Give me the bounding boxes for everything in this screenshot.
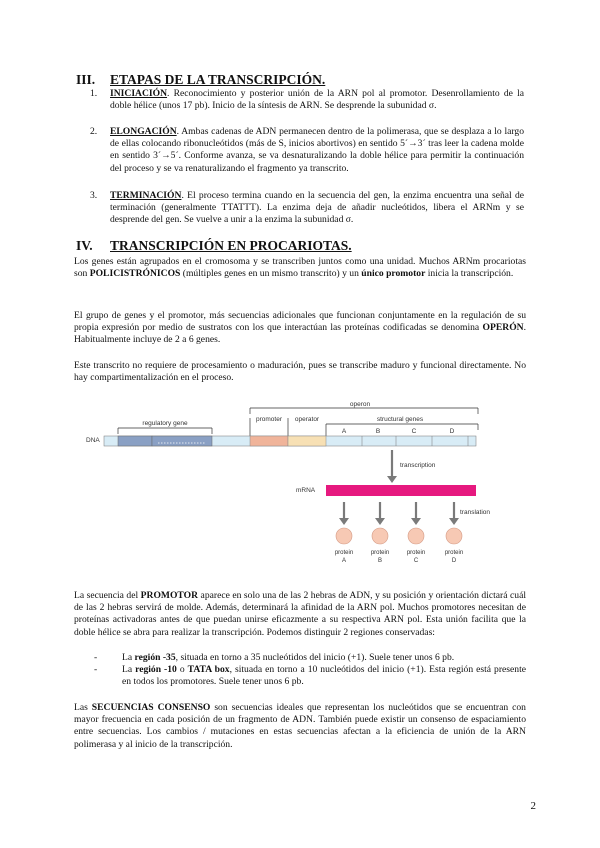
list-item <box>90 88 524 112</box>
regulatory-segment-2 <box>152 436 212 446</box>
term-operon: OPERÓN <box>482 322 524 334</box>
protein-c-label: protein <box>406 550 426 556</box>
mrna-bar <box>326 485 476 496</box>
transcription-arrowhead <box>387 476 397 483</box>
gene-d-label: D <box>449 428 455 435</box>
term-iniciacion: INICIACIÓN <box>110 88 168 99</box>
term-promotor: PROMOTOR <box>140 590 199 601</box>
section-3-heading <box>76 72 325 88</box>
operator-segment <box>288 436 326 446</box>
list-number: 3. <box>90 190 98 201</box>
section-4-number: IV. <box>76 238 93 253</box>
text: La <box>122 664 136 675</box>
term-unico-promotor: único promotor <box>361 268 426 280</box>
text: Las <box>74 702 92 713</box>
protein-b-letter: B <box>377 558 383 564</box>
section-3-title: ETAPAS DE LA TRANSCRIPCIÓN. <box>110 72 326 87</box>
bullet-dash: - <box>94 652 98 663</box>
protein-c-letter: C <box>413 558 419 564</box>
translation-label: translation <box>460 509 490 516</box>
text: son secuencias ideales que representan los nucleótidos que se encuentran con mayor frecuencia en cada posición de un fragmento de ADN. También puede existir un consenso de espaciamiento entre secuencias. Los cambios / mutaciones en estas secuencias afectan a la eficiencia de unión de la ARN polimerasa y al inicio de la transcripción. <box>74 702 526 750</box>
term-policistronicos: POLICISTRÓNICOS <box>89 268 181 280</box>
gene-b-label: B <box>375 428 381 435</box>
term-region-35: región -35 <box>134 652 176 663</box>
list-text: . El proceso termina cuando en la secuencia del gen, la enzima encuentra una señal de terminación (generalmente TTATTT). La enzima deja de añadir nucleótidos, libera el ARNm y se desprende del gen. Se vuelve a unir a la enzima la subunidad σ. <box>110 190 524 226</box>
text: , situada en torno a 35 nucleótidos del inicio (+1). Suele tener unos 6 pb. <box>175 652 455 663</box>
text: o <box>176 664 188 675</box>
paragraph-consenso <box>74 702 526 751</box>
paragraph-operon <box>74 310 526 347</box>
text: Los genes están agrupados en el cromosoma y se transcriben juntos como una unidad. Muchos ARNm procariotas son <box>74 256 526 280</box>
transcription-label: transcription <box>400 462 436 469</box>
protein-b <box>372 528 388 544</box>
section-4-title: TRANSCRIPCIÓN EN PROCARIOTAS. <box>110 238 352 253</box>
term-elongacion: ELONGACIÓN <box>110 126 177 137</box>
protein-d-label: protein <box>444 550 464 556</box>
translation-arrows <box>339 502 459 525</box>
list-item <box>90 190 524 227</box>
paragraph-promotor <box>74 590 526 639</box>
protein-d <box>446 528 462 544</box>
list-number: 1. <box>90 88 98 99</box>
term-terminacion: TERMINACIÓN <box>110 190 182 201</box>
text: (múltiples genes en un mismo transcrito) y un <box>180 268 362 280</box>
list-text: . Ambas cadenas de ADN permanecen dentro de la polimerasa, que se desplaza a lo largo de ellas colocando ribonucleótidos (más de S, inicios abortivos) en sentido 5´→3´ tras leer la cadena molde en sentido 3´→5´. Conforme avanza, se va desnaturalizando la doble hélice para permitir la continuación del proceso y se va renaturalizando el fragmento ya transcrito. <box>110 126 524 174</box>
text: La secuencia del <box>74 590 141 601</box>
protein-a-label: protein <box>334 550 354 556</box>
term-secuencias-consenso: SECUENCIAS CONSENSO <box>91 702 211 713</box>
structural-genes-label: structural genes <box>376 416 424 423</box>
text: La <box>122 652 135 663</box>
text: . Habitualmente incluye de 2 a 6 genes. <box>74 322 526 346</box>
dna-label: DNA <box>86 437 100 444</box>
list-text: . Reconocimiento y posterior unión de la ARN pol al promotor. Desenrollamiento de la doble hélice (unos 17 pb). Inicio de la síntesis de ARN. Se desprende la subunidad σ. <box>110 88 524 112</box>
text: aparece en solo una de las 2 hebras de ADN, y su posición y orientación dictará cuál de las 2 hebras servirá de molde. Además, determinará la afinidad de la ARN pol. Muchos promotores necesitan de proteínas activadoras antes de que puedan unirse eficazmente a su respectiva ARN pol. Esta unión facilita que la doble hélice se abra para realizar la transcripción. Podemos distinguir 2 regiones conservadas: <box>74 590 526 638</box>
regulatory-gene-label: regulatory gene <box>142 420 188 427</box>
paragraph-policistronicos <box>74 256 526 280</box>
text: , situada en torno a 10 nucleótidos del inicio (+1). Esta región está presente en todos los promotores. Suele tener unos 6 pb. <box>122 664 526 687</box>
promoter-label: promoter <box>255 416 283 423</box>
list-item <box>94 652 526 664</box>
protein-d-letter: D <box>451 558 457 564</box>
protein-a-letter: A <box>341 558 347 564</box>
protein-a <box>336 528 352 544</box>
protein-c <box>408 528 424 544</box>
section-3-number: III. <box>76 72 96 87</box>
operon-label: operon <box>349 401 371 408</box>
term-region-10: región -10 <box>135 664 177 675</box>
operon-diagram <box>82 396 490 574</box>
gene-a-label: A <box>341 428 347 435</box>
promoter-segment <box>250 436 288 446</box>
term-tata-box: TATA box <box>187 664 230 675</box>
paragraph-transcrito: Este transcrito no requiere de procesamiento o maduración, pues se transcribe maduro y funcional directamente. No hay compartimentalización en el proceso. <box>74 360 526 384</box>
text: inicia la transcripción. <box>425 268 514 280</box>
protein-b-label: protein <box>370 550 390 556</box>
regulatory-segment-1 <box>118 436 152 446</box>
text: El grupo de genes y el promotor, más secuencias adicionales que funcionan conjuntamente en la regulación de su propia expresión por medio de sustratos con los que interactúan las proteínas codificadas se denomina <box>74 310 526 334</box>
list-item <box>94 664 526 688</box>
operator-label: operator <box>294 416 320 423</box>
section-4-heading <box>76 238 352 254</box>
bullet-dash: - <box>94 664 98 675</box>
list-item <box>90 126 524 175</box>
page-number: 2 <box>530 800 536 812</box>
gene-c-label: C <box>411 428 417 435</box>
list-number: 2. <box>90 126 98 137</box>
mrna-label: mRNA <box>296 487 316 494</box>
